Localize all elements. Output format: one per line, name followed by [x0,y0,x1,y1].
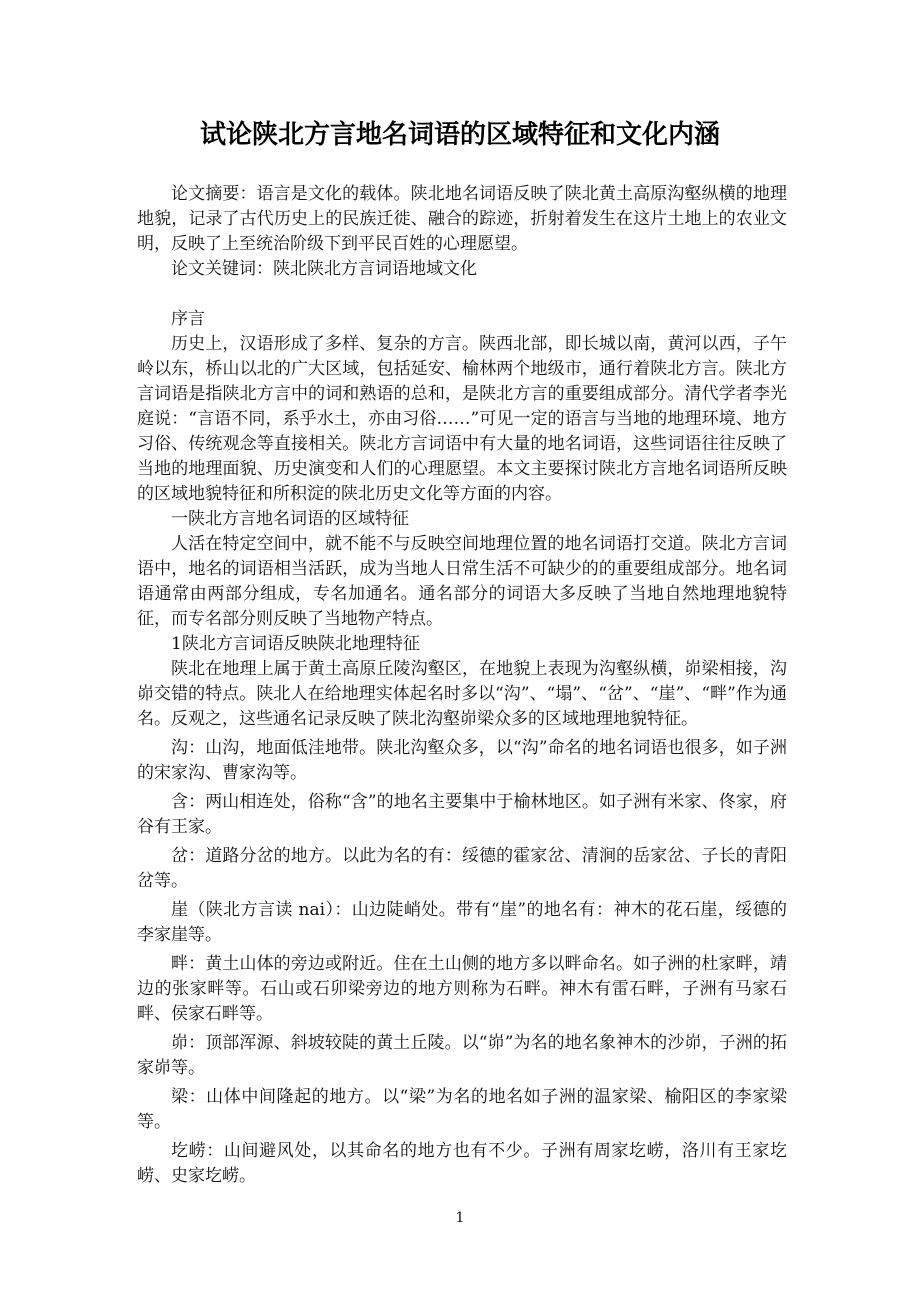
geography-paragraph: 陕北在地理上属于黄土高原丘陵沟壑区，在地貌上表现为沟壑纵横，峁梁相接，沟峁交错的特点。陕北人在给地理实体起名时多以“沟”、“塌”、“岔”、“崖”、“畔”作为通名。反观之，这些通名记录反映了陕北沟壑峁梁众多的区域地理地貌特征。 [137,659,787,729]
document-title: 试论陕北方言地名词语的区域特征和文化内涵 [199,120,720,150]
term-gou-paragraph: 沟：山沟，地面低洼地带。陕北沟壑众多，以“沟”命名的地名词语也很多，如子洲的宋家沟、曹家沟等。 [137,738,787,783]
preface-heading: 序言 [171,309,205,329]
term-mao-paragraph: 峁：顶部浑源、斜坡较陡的黄土丘陵。以“峁”为名的地名象神木的沙峁，子洲的拓家峁等。 [137,1033,787,1078]
keywords-paragraph: 论文关键词：陕北陕北方言词语地域文化 [171,259,477,279]
preface-paragraph: 历史上，汉语形成了多样、复杂的方言。陕西北部，即长城以南，黄河以西，子午岭以东，桥山以北的广大区域，包括延安、榆林两个地级市，通行着陕北方言。陕北方言词语是指陕北方言中的词和熟语的总和，是陕北方言的重要组成部分。清代学者李光庭说：“言语不同，系乎水土，亦由习俗……”可见一定的语言与当地的地理环境、地方习俗、传统观念等直接相关。陕北方言词语中有大量的地名词语，这些词语往往反映了当地的地理面貌、历史演变和人们的心理愿望。本文主要探讨陕北方言地名词语所反映的区域地貌特征和所积淀的陕北历史文化等方面的内容。 [137,334,787,504]
regional-features-paragraph: 人活在特定空间中，就不能不与反映空间地理位置的地名词语打交道。陕北方言词语中，地名的词语相当活跃，成为当地人日常生活不可缺少的的重要组成部分。地名词语通常由两部分组成，专名加通名。通名部分的词语大多反映了当地自然地理地貌特征，而专名部分则反映了当地物产特点。 [137,534,787,629]
term-liang-paragraph: 梁：山体中间隆起的地方。以“梁”为名的地名如子洲的温家梁、榆阳区的李家梁等。 [137,1087,787,1132]
section-heading-regional-features: 一陕北方言地名词语的区域特征 [171,509,409,529]
abstract-paragraph: 论文摘要：语言是文化的载体。陕北地名词语反映了陕北黄土高原沟壑纵横的地理地貌，记录了古代历史上的民族迁徙、融合的踪迹，折射着发生在这片土地上的农业文明，反映了上至统治阶级下到平民百姓的心理愿望。 [137,184,787,254]
term-ya-paragraph: 崖（陕北方言读 nai）：山边陡峭处。带有“崖”的地名有：神木的花石崖，绥德的李家崖等。 [137,900,787,945]
page-number: 1 [455,1210,465,1226]
document-body [137,182,787,1189]
term-cha-paragraph: 岔：道路分岔的地方。以此为名的有：绥德的霍家岔、清涧的岳家岔、子长的青阳岔等。 [137,846,787,891]
term-gelao-paragraph: 圪崂：山间避风处，以其命名的地方也有不少。子洲有周家圪崂，洛川有王家圪崂、史家圪崂。 [137,1141,787,1186]
term-pan-paragraph: 畔：黄土山体的旁边或附近。住在土山侧的地方多以畔命名。如子洲的杜家畔，靖边的张家畔等。石山或石卯梁旁边的地方则称为石畔。神木有雷石畔，子洲有马家石畔、侯家石畔等。 [137,954,787,1024]
subsection-heading-geography: 1陕北方言词语反映陕北地理特征 [171,634,420,654]
term-han-paragraph: 含：两山相连处，俗称“含”的地名主要集中于榆林地区。如子洲有米家、佟家，府谷有王家。 [137,792,787,837]
